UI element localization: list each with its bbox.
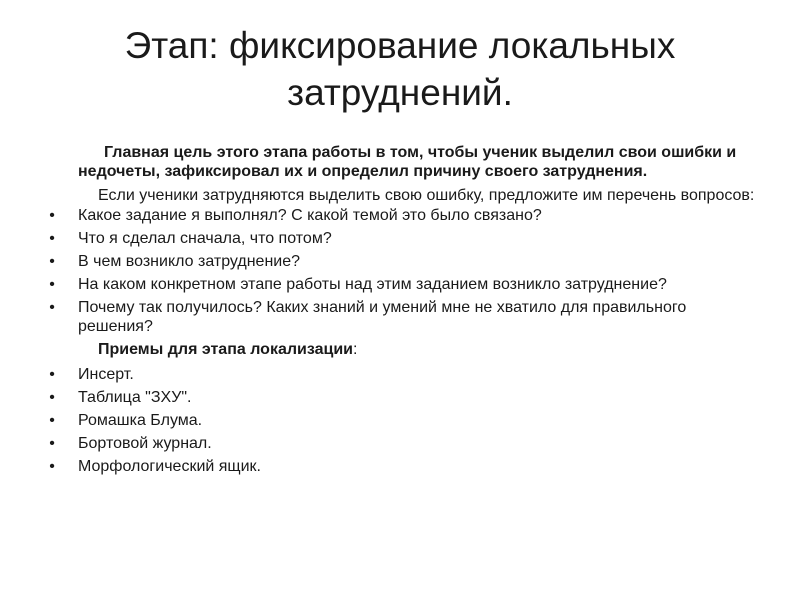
- goal-paragraph: Главная цель этого этапа работы в том, чтобы ученик выделил свои ошибки и недочеты, зафиксировал их и определил причину своего затруднения.: [78, 144, 737, 180]
- methods-list: [40, 365, 760, 476]
- methods-heading-colon: :: [353, 341, 358, 358]
- slide-title-line-1: Этап: фиксирование локальных: [124, 25, 676, 66]
- list-item: [40, 275, 760, 294]
- methods-heading-text: Приемы для этапа локализации: [98, 341, 353, 358]
- list-item: [40, 411, 760, 430]
- bullet-icon: •: [49, 299, 55, 316]
- slide-title: [40, 22, 760, 116]
- list-item: [40, 298, 760, 336]
- question-text: Что я сделал сначала, что потом?: [78, 230, 332, 247]
- list-item: [40, 229, 760, 248]
- list-item: [40, 206, 760, 225]
- method-text: Таблица "ЗХУ".: [78, 389, 192, 406]
- question-text: Почему так получилось? Каких знаний и умений мне не хватило для правильного решения?: [78, 299, 687, 335]
- question-text: Какое задание я выполнял? С какой темой это было связано?: [78, 207, 542, 224]
- bullet-icon: •: [49, 412, 55, 429]
- bullet-icon: •: [49, 207, 55, 224]
- bullet-icon: •: [49, 253, 55, 270]
- bullet-icon: •: [49, 366, 55, 383]
- questions-list: [40, 206, 760, 336]
- bullet-icon: •: [49, 276, 55, 293]
- bullet-icon: •: [49, 435, 55, 452]
- slide-body: [40, 143, 760, 480]
- list-item: [40, 252, 760, 271]
- method-text: Ромашка Блума.: [78, 412, 203, 429]
- slide-title-line-2: затруднений.: [287, 72, 513, 113]
- intro-paragraph: Если ученики затрудняются выделить свою ошибку, предложите им перечень вопросов:: [98, 187, 755, 204]
- bullet-icon: •: [49, 458, 55, 475]
- method-text: Инсерт.: [78, 366, 134, 383]
- bullet-icon: •: [49, 389, 55, 406]
- method-text: Бортовой журнал.: [78, 435, 212, 452]
- list-item: [40, 365, 760, 384]
- question-text: На каком конкретном этапе работы над этим заданием возникло затруднение?: [78, 276, 667, 293]
- list-item: [40, 457, 760, 476]
- method-text: Морфологический ящик.: [78, 458, 261, 475]
- list-item: [40, 388, 760, 407]
- methods-heading: [40, 340, 760, 359]
- list-item: [40, 434, 760, 453]
- bullet-icon: •: [49, 230, 55, 247]
- question-text: В чем возникло затруднение?: [78, 253, 301, 270]
